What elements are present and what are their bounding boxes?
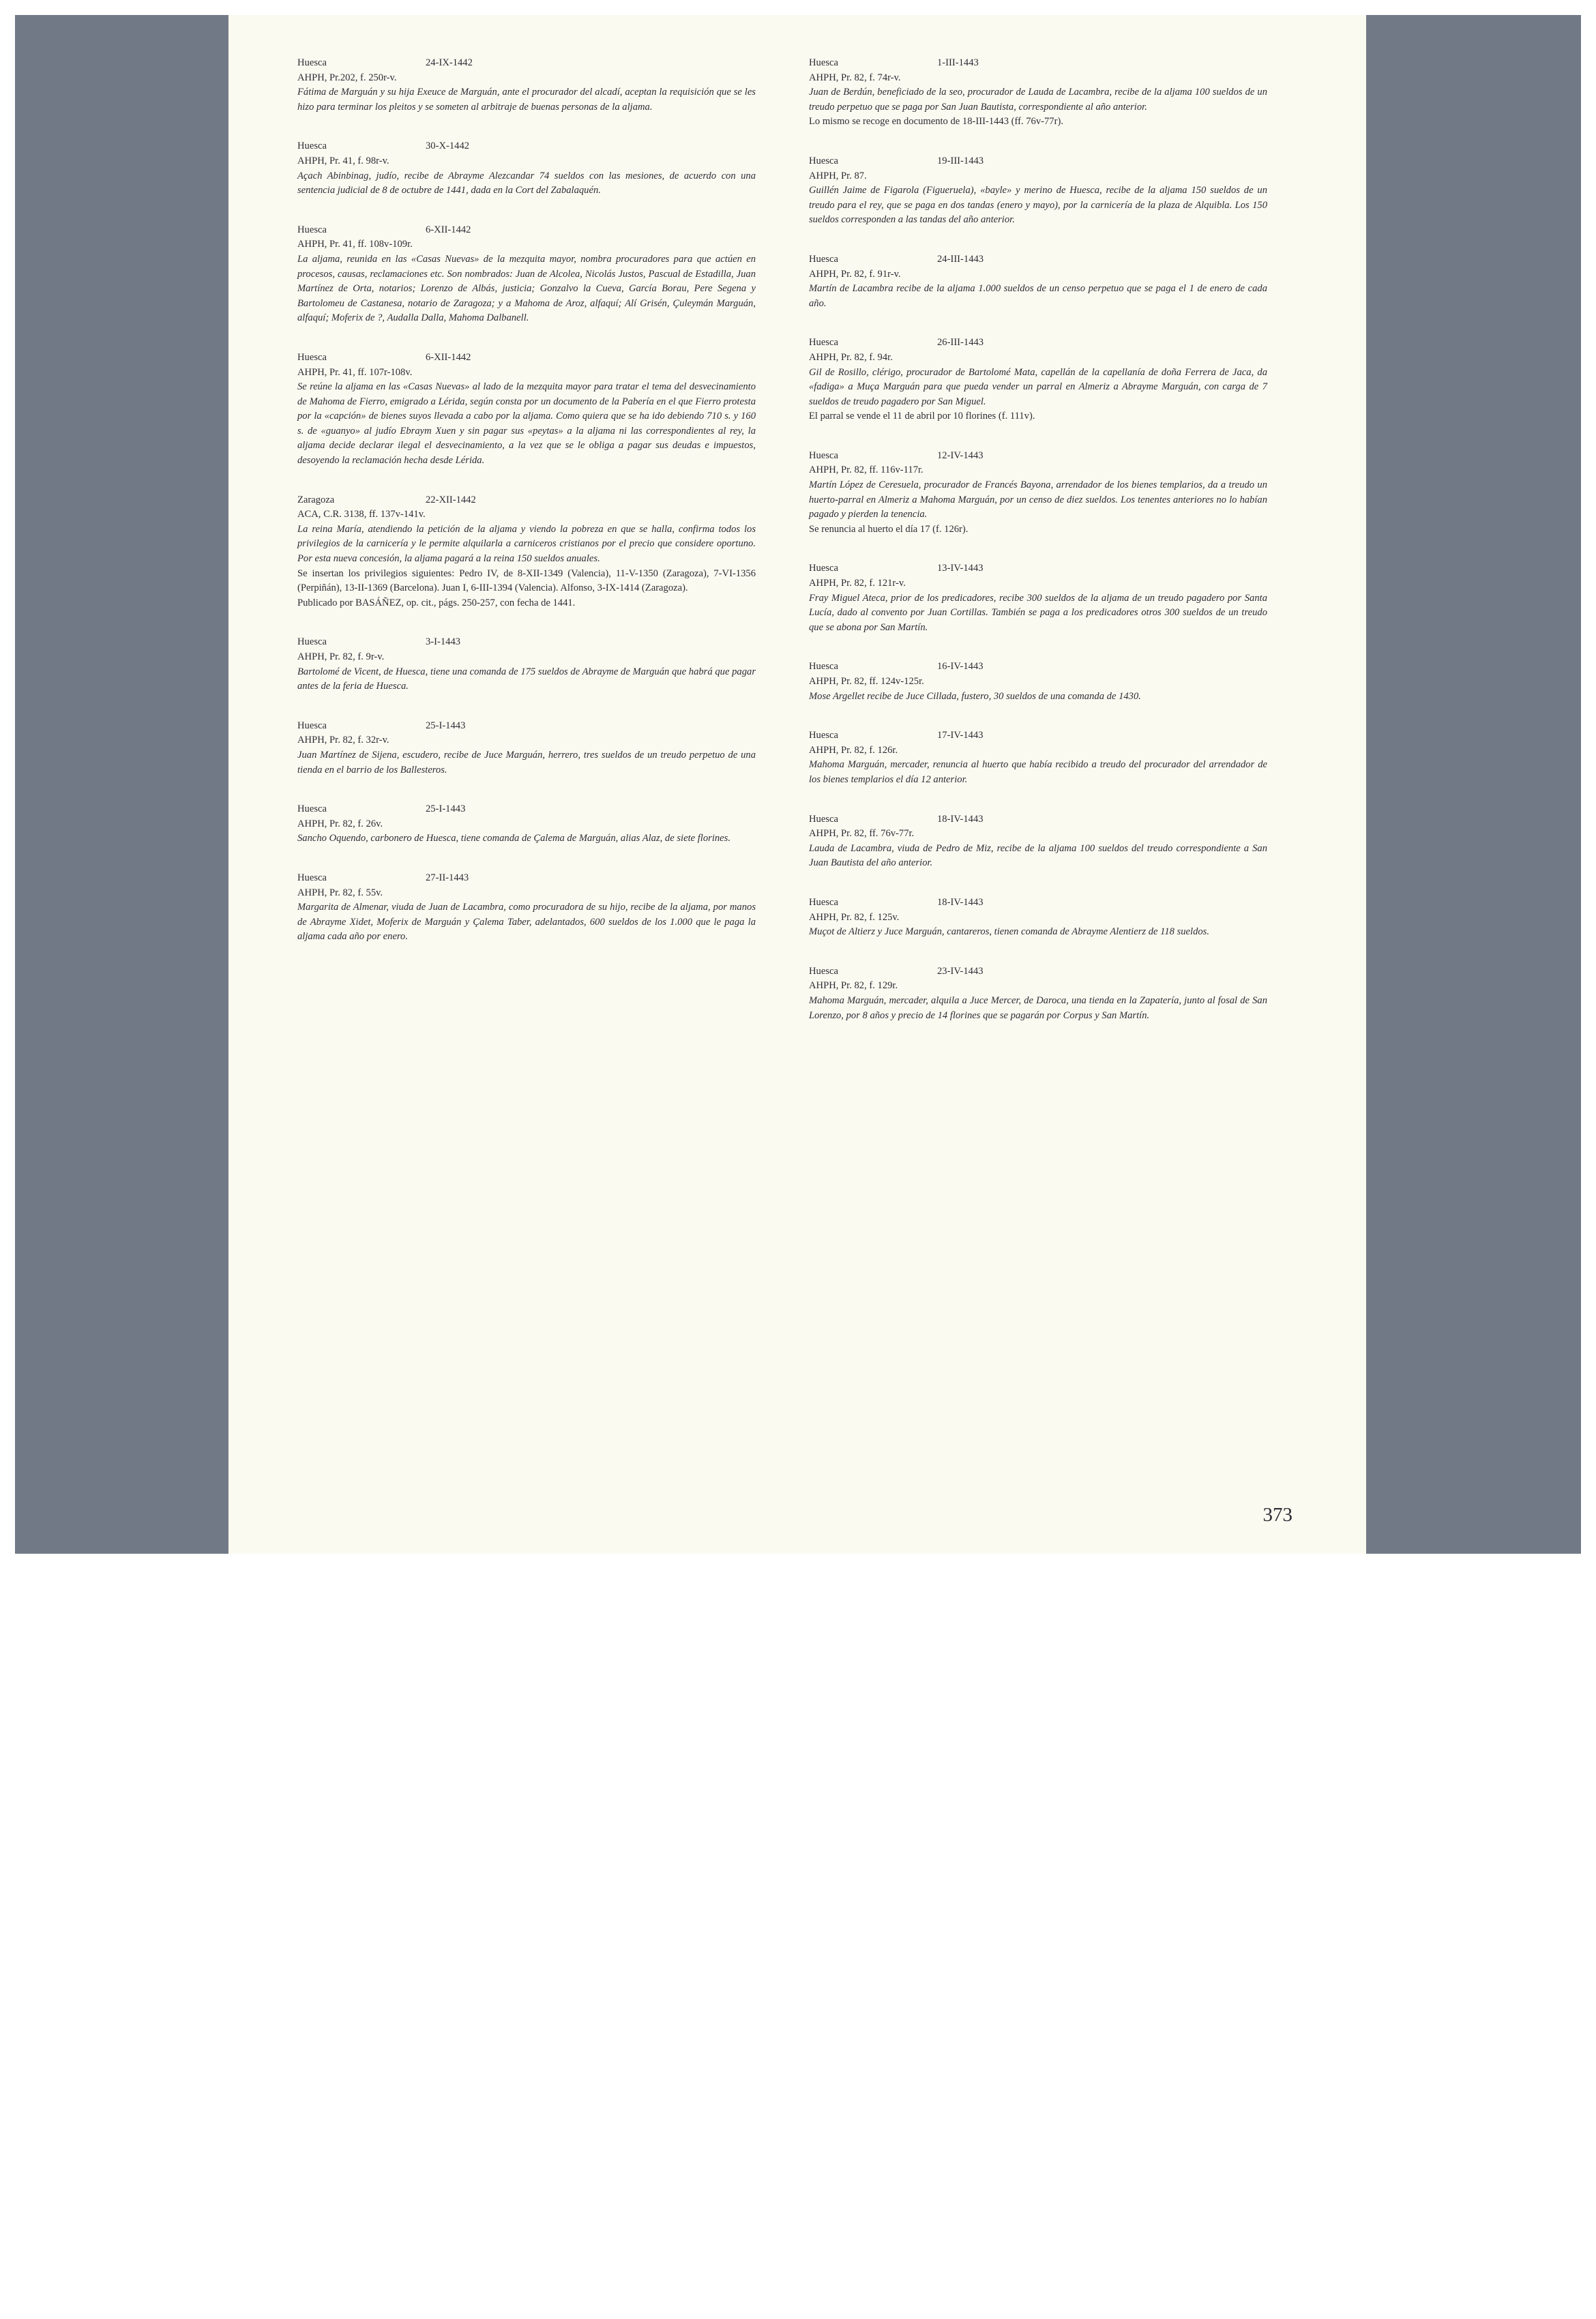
document-entry bbox=[809, 660, 1267, 704]
entry-header bbox=[809, 154, 1267, 169]
document-entry bbox=[297, 719, 756, 778]
entry-place: Huesca bbox=[809, 965, 838, 977]
entry-note: El parral se vende el 11 de abril por 10 florines (f. 111v). bbox=[809, 411, 1035, 422]
entry-summary: Lauda de Lacambra, viuda de Pedro de Miz, recibe de la aljama 100 sueldos del treudo correspondiente a San Juan Bautista del año anterior. bbox=[809, 842, 1267, 869]
document-entry bbox=[297, 802, 756, 846]
document-entry bbox=[297, 139, 756, 198]
entry-source: AHPH, Pr. 82, f. 125v. bbox=[809, 911, 900, 923]
entry-summary: Mose Argellet recibe de Juce Cillada, fustero, 30 sueldos de una comanda de 1430. bbox=[809, 690, 1141, 702]
entry-header bbox=[809, 964, 1267, 979]
entry-summary: Martín López de Ceresuela, procurador de Francés Bayona, arrendador de los bienes templarios, da a treudo un huerto-parral en Almeriz a Mahoma Marguán, por un censo de diez sueldos. Los tenentes anteriores no lo habían pagado y pierden la tenencia. bbox=[809, 479, 1267, 520]
entry-header bbox=[297, 351, 756, 366]
entry-place: Huesca bbox=[809, 253, 838, 265]
entry-place: Huesca bbox=[809, 730, 838, 741]
document-entry bbox=[297, 56, 756, 115]
entry-header bbox=[809, 728, 1267, 743]
entry-source: AHPH, Pr.202, f. 250r-v. bbox=[297, 72, 397, 83]
entry-source: AHPH, Pr. 82, f. 121r-v. bbox=[809, 578, 906, 589]
entry-date: 6-XII-1442 bbox=[426, 224, 471, 235]
entry-date: 25-I-1443 bbox=[426, 803, 466, 815]
entry-header bbox=[297, 635, 756, 650]
entry-source: AHPH, Pr. 82, f. 126r. bbox=[809, 744, 898, 756]
entry-summary: Juan de Berdún, beneficiado de la seo, procurador de Lauda de Lacambra, recibe de la aljama 100 sueldos de un treudo perpetuo que se paga por San Juan Bautista, correspondiente al año anterior. bbox=[809, 87, 1267, 113]
document-entry bbox=[809, 56, 1267, 130]
entry-source: AHPH, Pr. 82, f. 94r. bbox=[809, 351, 893, 363]
entry-date: 24-IX-1442 bbox=[426, 57, 473, 68]
entry-summary: Mahoma Marguán, mercader, renuncia al huerto que había recibido a treudo del procurador del arrendador de los bienes templarios el día 12 anterior. bbox=[809, 759, 1267, 785]
entry-place: Huesca bbox=[809, 449, 838, 461]
entry-summary: Se reúne la aljama en las «Casas Nuevas» al lado de la mezquita mayor para tratar el tema del desvecinamiento de Mahoma de Fierro, emigrado a Lérida, según consta por un documento de la Pabería en el que Fierro protesta por la «capción» de bienes suyos llevada a cabo por la aljama. Como quiera que se ha ido debiendo 710 s. y 160 s. de «guanyo» al judío Ebraym Xuen y sin pagar sus «peytas» a la aljama ni las correspondientes al rey, la aljama decide declarar ilegal el desvecinamiento, a la vez que se le obliga a pagar sus deudas e impuestos, desoyendo la reclamación hecha desde Lérida. bbox=[297, 381, 756, 467]
entry-date: 3-I-1443 bbox=[426, 636, 461, 648]
entry-date: 30-X-1442 bbox=[426, 141, 470, 152]
entry-date: 12-IV-1443 bbox=[937, 449, 984, 461]
entry-place: Huesca bbox=[809, 57, 838, 68]
entry-place: Huesca bbox=[809, 896, 838, 908]
document-entry bbox=[809, 561, 1267, 635]
entry-date: 19-III-1443 bbox=[937, 155, 984, 166]
entry-place: Huesca bbox=[297, 872, 327, 883]
entry-place: Huesca bbox=[297, 720, 327, 731]
entry-summary: La reina María, atendiendo la petición de la aljama y viendo la pobreza en que se halla, confirma todos los privilegios de la carnicería y le permite alquilarla a carniceros cristianos por el precio que considere oportuno. Por esta nueva concesión, la aljama pagará a la reina 150 sueldos anuales. bbox=[297, 523, 756, 565]
entry-place: Huesca bbox=[297, 351, 327, 363]
entry-source: AHPH, Pr. 82, f. 26v. bbox=[297, 818, 383, 829]
entry-date: 6-XII-1442 bbox=[426, 351, 471, 363]
entry-source: AHPH, Pr. 82, f. 129r. bbox=[809, 980, 898, 992]
document-entry bbox=[297, 635, 756, 694]
entry-place: Huesca bbox=[297, 803, 327, 815]
document-entry bbox=[809, 336, 1267, 424]
entry-summary: Açach Abinbinag, judío, recibe de Abrayme Alezcandar 74 sueldos con las mesiones, de acuerdo con una sentencia judicial de 8 de octubre de 1441, dada en la Cort del Zabalaquén. bbox=[297, 170, 756, 196]
document-entry bbox=[809, 252, 1267, 311]
entry-date: 27-II-1443 bbox=[426, 872, 469, 883]
entry-place: Huesca bbox=[809, 813, 838, 825]
entry-note: Se insertan los privilegios siguientes: Pedro IV, de 8-XII-1349 (Valencia), 11-V-1350 (Zaragoza), 7-VI-1356 (Perpiñán), 13-II-1369 (Barcelona). Juan I, 6-III-1394 (Valencia). Alfonso, 3-IX-1414 (Zaragoza). bbox=[297, 567, 756, 594]
entry-header bbox=[809, 812, 1267, 827]
document-entry bbox=[297, 351, 756, 469]
entry-summary: Martín de Lacambra recibe de la aljama 1.000 sueldos de un censo perpetuo que se paga el 1 de enero de cada año. bbox=[809, 283, 1267, 309]
entry-date: 1-III-1443 bbox=[937, 57, 979, 68]
entry-place: Huesca bbox=[809, 563, 838, 574]
entry-summary: Fátima de Marguán y su hija Exeuce de Marguán, ante el procurador del alcadí, aceptan la requisición que se les hizo para terminar los pleitos y se someten al arbitraje de buenas personas de la aljama. bbox=[297, 87, 756, 113]
entry-place: Huesca bbox=[809, 661, 838, 673]
entry-source: AHPH, Pr. 82, f. 74r-v. bbox=[809, 72, 901, 83]
entry-date: 16-IV-1443 bbox=[937, 661, 984, 673]
document-entry bbox=[809, 728, 1267, 787]
entry-place: Huesca bbox=[809, 337, 838, 349]
entry-source: AHPH, Pr. 82, f. 9r-v. bbox=[297, 651, 385, 662]
entry-source: AHPH, Pr. 82, ff. 76v-77r. bbox=[809, 828, 915, 840]
entry-place: Huesca bbox=[297, 57, 327, 68]
entry-note: Publicado por BASÁÑEZ, op. cit., págs. 250-257, con fecha de 1441. bbox=[297, 597, 576, 608]
entry-place: Zaragoza bbox=[297, 494, 335, 505]
entry-date: 23-IV-1443 bbox=[937, 965, 984, 977]
entry-summary: Sancho Oquendo, carbonero de Huesca, tiene comanda de Çalema de Marguán, alias Alaz, de siete florines. bbox=[297, 833, 730, 844]
entry-header bbox=[809, 449, 1267, 464]
entry-source: AHPH, Pr. 82, f. 91r-v. bbox=[809, 268, 901, 280]
entry-header bbox=[297, 802, 756, 817]
entry-header bbox=[809, 660, 1267, 675]
entry-date: 22-XII-1442 bbox=[426, 494, 476, 505]
entry-header bbox=[297, 493, 756, 508]
entry-place: Huesca bbox=[297, 141, 327, 152]
entry-header bbox=[809, 252, 1267, 267]
document-entry bbox=[809, 896, 1267, 940]
entry-date: 25-I-1443 bbox=[426, 720, 466, 731]
entry-source: AHPH, Pr. 82, ff. 116v-117r. bbox=[809, 464, 923, 476]
entry-header bbox=[297, 871, 756, 886]
entry-header bbox=[297, 139, 756, 154]
entry-summary: Muçot de Altierz y Juce Marguán, cantareros, tienen comanda de Abrayme Alentierz de 118 sueldos. bbox=[809, 926, 1210, 938]
entry-header bbox=[297, 56, 756, 71]
entry-source: AHPH, Pr. 41, ff. 107r-108v. bbox=[297, 366, 413, 378]
entry-summary: Mahoma Marguán, mercader, alquila a Juce Mercer, de Daroca, una tienda en la Zapatería, junto al fosal de San Lorenzo, por 8 años y precio de 14 florines que se pagarán por Corpus y San Martín. bbox=[809, 994, 1267, 1021]
entry-date: 24-III-1443 bbox=[937, 253, 984, 265]
entry-date: 13-IV-1443 bbox=[937, 563, 984, 574]
entry-summary: Juan Martínez de Sijena, escudero, recibe de Juce Marguán, herrero, tres sueldos de un treudo perpetuo de una tienda en el barrio de los Ballesteros. bbox=[297, 749, 756, 776]
entry-place: Huesca bbox=[297, 636, 327, 648]
document-entry bbox=[297, 871, 756, 945]
document-entry bbox=[297, 493, 756, 611]
entry-source: ACA, C.R. 3138, ff. 137v-141v. bbox=[297, 509, 426, 520]
document-entry bbox=[809, 449, 1267, 537]
document-entry bbox=[809, 812, 1267, 871]
entry-summary: Guillén Jaime de Figarola (Figueruela), «bayle» y merino de Huesca, recibe de la aljama 150 sueldos de un treudo para el rey, que se paga en dos tandas (enero y mayo), por la carnicería de la plaza de Alquibla. Los 150 sueldos corresponden a las tandas del año anterior. bbox=[809, 185, 1267, 226]
entry-header bbox=[809, 56, 1267, 71]
entry-header bbox=[297, 223, 756, 238]
entry-note: Lo mismo se recoge en documento de 18-III-1443 (ff. 76v-77r). bbox=[809, 116, 1063, 128]
document-entry bbox=[809, 964, 1267, 1023]
entry-header bbox=[809, 561, 1267, 576]
entry-source: AHPH, Pr. 87. bbox=[809, 170, 867, 181]
document-page bbox=[228, 15, 1366, 1554]
entry-date: 26-III-1443 bbox=[937, 337, 984, 349]
entry-header bbox=[809, 336, 1267, 351]
entry-source: AHPH, Pr. 82, f. 32r-v. bbox=[297, 735, 389, 746]
entry-note: Se renuncia al huerto el día 17 (f. 126r). bbox=[809, 523, 969, 535]
entry-summary: Bartolomé de Vicent, de Huesca, tiene una comanda de 175 sueldos de Abrayme de Marguán que habrá que pagar antes de la feria de Huesca. bbox=[297, 666, 756, 692]
left-column bbox=[297, 56, 756, 969]
entry-source: AHPH, Pr. 41, f. 98r-v. bbox=[297, 155, 389, 166]
entry-summary: Gil de Rosillo, clérigo, procurador de Bartolomé Mata, capellán de la capellanía de doña Ferrera de Jaca, da «fadiga» a Muça Marguán para que pueda vender un parral en Almeriz a Abrayme Marguán, con carga de 7 sueldos de treudo pagadero por San Miguel. bbox=[809, 366, 1267, 407]
entry-summary: La aljama, reunida en las «Casas Nuevas» de la mezquita mayor, nombra procuradores para que actúen en procesos, causas, reclamaciones etc. Son nombrados: Juan de Alcolea, Nicolás Justos, Pascual de Estadilla, Juan Martínez de Orta, notarios; Lorenzo de Albás, justicia; Gonzalvo la Cueva, García Borau, Pere Segena y Bartolomeu de Castanesa, notario de Zaragoza; y a Mahoma de Aroz, alfaquí; Alí Grisén, Çuleymán Marguán, alfaquí; Moferix de ?, Audalla Dalla, Mahoma Dalbanell. bbox=[297, 253, 756, 324]
entry-header bbox=[809, 896, 1267, 911]
entry-source: AHPH, Pr. 82, ff. 124v-125r. bbox=[809, 676, 924, 687]
entry-summary: Margarita de Almenar, viuda de Juan de Lacambra, como procuradora de su hijo, recibe de la aljama, por manos de Abrayme Xidet, Moferix de Marguán y Çalema Taber, adelantados, 600 sueldos de los 1.000 que le paga la aljama cada año por enero. bbox=[297, 902, 756, 943]
document-entry bbox=[297, 223, 756, 326]
entry-date: 18-IV-1443 bbox=[937, 896, 984, 908]
entry-header bbox=[297, 719, 756, 734]
document-entry bbox=[809, 154, 1267, 228]
entry-source: AHPH, Pr. 82, f. 55v. bbox=[297, 887, 383, 898]
entry-date: 17-IV-1443 bbox=[937, 730, 984, 741]
entry-place: Huesca bbox=[809, 155, 838, 166]
entry-source: AHPH, Pr. 41, ff. 108v-109r. bbox=[297, 239, 413, 250]
right-column bbox=[809, 56, 1267, 1048]
entry-date: 18-IV-1443 bbox=[937, 813, 984, 825]
page-number: 373 bbox=[1262, 1504, 1292, 1526]
entry-place: Huesca bbox=[297, 224, 327, 235]
entry-summary: Fray Miguel Ateca, prior de los predicadores, recibe 300 sueldos de la aljama de un treudo pagadero por Santa Lucía, dado al convento por Juan Cortillas. También se paga a los predicadores otros 300 sueldos de un treudo que se abona por San Martín. bbox=[809, 592, 1267, 633]
